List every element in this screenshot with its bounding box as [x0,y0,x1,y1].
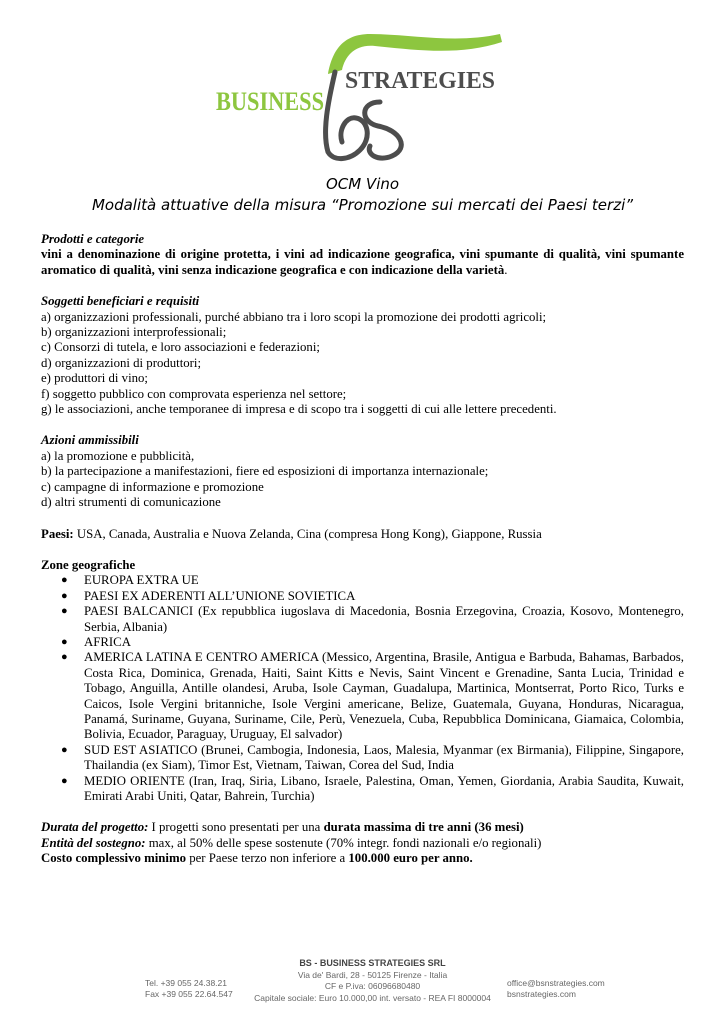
zone-item-text: AMERICA LATINA E CENTRO AMERICA (Messico, Argentina, Brasile, Antigua e Barbuda, Bahamas, Barbados, Costa Rica, Dominica, Grenada, Haiti, Saint Kitts e Nevis, Saint Vincent e Grenadine, Santa Lucia, Trinidad e Tobago, Anguilla, Antille olandesi, Aruba, Isole Cayman, Guadalupa, Martinica, Montserrat, Porto Rico, Turks e Caicos, Isole Vergini britanniche, Isole Vergini americane, Belize, Guatemala, Guyana, Honduras, Nicaragua, Panamá, Suriname, Guyana, Suriname, Cile, Perù, Venezuela, Cuba, Repubblica Dominicana, Giamaica, Colombia, Bolivia, Ecuador, Paraguay, Uruguay, El salvador) [84,650,684,742]
costo-label: Costo complessivo minimo [41,851,187,866]
entita-label: Entità del sostegno: [41,835,146,850]
zone-item-text: EUROPA EXTRA UE [84,573,199,588]
paesi-text: USA, Canada, Australia e Nuova Zelanda, Cina (compresa Hong Kong), Giappone, Russia [73,526,542,541]
list-item [41,774,684,805]
durata-bold: durata massima di tre anni (36 mesi) [323,820,524,835]
azioni-heading: Azioni ammissibili [41,433,139,448]
soggetti-item: c) Consorzi di tutela, e loro associazioni e federazioni; [41,340,320,355]
footer-company: BS - BUSINESS STRATEGIES SRL [299,958,446,968]
logo-word-business: BUSINESS [216,87,324,116]
zone-item-text: PAESI EX ADERENTI ALL’UNIONE SOVIETICA [84,588,356,603]
prodotti-heading: Prodotti e categorie [41,232,145,246]
costo-text: per Paese terzo non inferiore a [186,851,349,866]
footer-company-info [0,958,725,1004]
bullet-icon: ● [61,774,68,787]
soggetti-heading: Soggetti beneficiari e requisiti [41,294,200,309]
azioni-item: d) altri strumenti di comunicazione [41,495,221,510]
business-strategies-logo [210,22,510,162]
soggetti-item: d) organizzazioni di produttori; [41,355,202,370]
soggetti-item: a) organizzazioni professionali, purché abbiano tra i loro scopi la promozione dei prodotti agricoli; [41,309,547,324]
list-item [41,573,684,588]
title-line-1: OCM Vino [325,175,400,193]
bullet-icon: ● [61,743,68,756]
prodotti-text [41,247,684,278]
costo-bold: 100.000 euro per anno. [348,851,473,866]
footer-address: Via de' Bardi, 28 - 50125 Firenze - Italia [297,969,448,980]
bullet-icon: ● [61,635,68,648]
bullet-icon: ● [61,574,68,587]
soggetti-item: e) produttori di vino; [41,371,148,386]
zone-heading: Zone geografiche [41,557,136,572]
zone-item-text: PAESI BALCANICI (Ex repubblica iugoslava di Macedonia, Bosnia Erzegovina, Croazia, Kosovo, Montenegro, Serbia, Albania) [84,604,684,634]
footer-email[interactable]: office@bsnstrategies.com [507,978,605,988]
list-item [41,604,684,635]
zone-item-text: AFRICA [84,634,131,649]
footer-capital: Capitale sociale: Euro 10.000,00 int. versato - REA FI 8000004 [254,992,491,1003]
entita-text: max, al 50% delle spese sostenute (70% integr. fondi nazionali e/o regionali) [145,835,542,850]
soggetti-item: b) organizzazioni interprofessionali; [41,325,227,340]
azioni-item: b) la partecipazione a manifestazioni, fiere ed esposizioni di importanza internazionale; [41,464,489,479]
paesi-label: Paesi: [41,526,74,541]
bullet-icon: ● [61,589,68,602]
paesi-line [41,527,684,542]
zone-item-text: MEDIO ORIENTE (Iran, Iraq, Siria, Libano, Israele, Palestina, Oman, Yemen, Giordania, Arabia Saudita, Kuwait, Emirati Arabi Uniti, Qatar, Bahrein, Turchia) [84,773,684,803]
list-item [41,743,684,774]
zone-list [41,573,684,804]
bullet-icon: ● [61,605,68,618]
document-body [41,232,684,867]
footer-contacts-right [507,978,605,1000]
footer-web[interactable]: bsnstrategies.com [507,989,576,999]
page-footer [0,958,725,1008]
durata-text: I progetti sono presentati per una [148,820,324,835]
list-item [41,635,684,650]
soggetti-item: g) le associazioni, anche temporanee di impresa e di scopo tra i soggetti di cui alle lettere precedenti. [41,402,557,417]
bullet-icon: ● [61,651,68,664]
logo-word-strategies: STRATEGIES [345,68,495,94]
list-item [41,650,684,742]
entita-line [41,836,684,851]
soggetti-item: f) soggetto pubblico con comprovata esperienza nel settore; [41,386,347,401]
footer-vat: CF e P.iva: 06096680480 [324,981,421,991]
list-item [41,589,684,604]
footer-fax: Fax +39 055 22.64.547 [145,989,233,999]
azioni-item: c) campagne di informazione e promozione [41,479,264,494]
document-title [0,174,725,216]
zone-item-text: SUD EST ASIATICO (Brunei, Cambogia, Indonesia, Laos, Malesia, Myanmar (ex Birmania), Filippine, Singapore, Thailandia (ex Siam), Timor Est, Vietnam, Taiwan, Corea del Sud, India [84,742,684,773]
prodotti-text-end: . [504,262,508,277]
title-line-2: Modalità attuative della misura “Promozione sui mercati dei Paesi terzi” [91,196,634,214]
azioni-item: a) la promozione e pubblicità, [41,448,195,463]
durata-label: Durata del progetto: [41,820,149,835]
footer-tel: Tel. +39 055 24.38.21 [145,978,227,988]
durata-line [41,820,684,835]
costo-line [41,851,684,866]
prodotti-text-bold: vini a denominazione di origine protetta, i vini ad indicazione geografica, vini spumante di qualità, vini spumante aromatico di qualità, vini senza indicazione geografica e con indicazione della varietà [41,247,684,277]
